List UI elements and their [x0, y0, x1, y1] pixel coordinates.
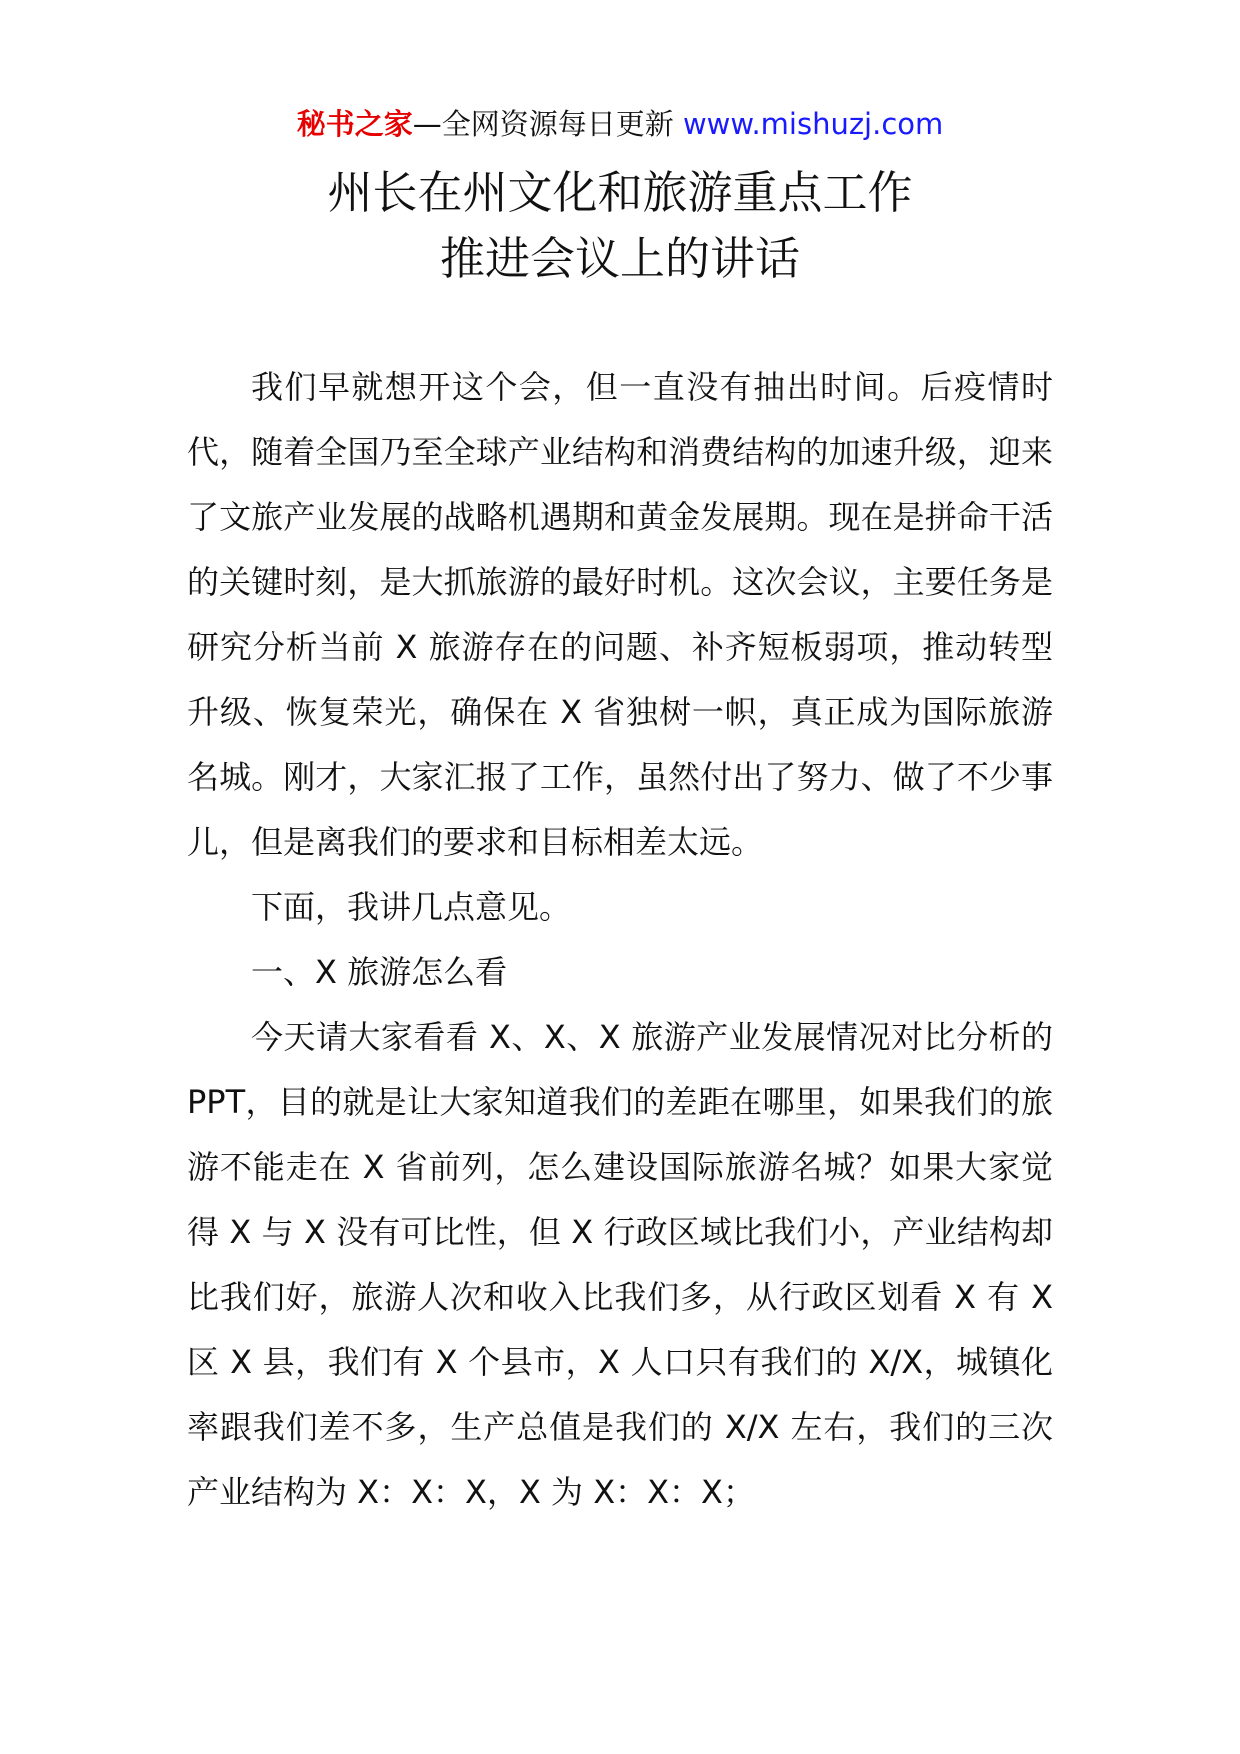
site-url-link[interactable]: www.mishuzj.com	[682, 107, 944, 141]
brand-name: 秘书之家	[296, 107, 413, 141]
title-line-1: 州长在州文化和旅游重点工作	[327, 166, 913, 219]
paragraph-intro: 我们早就想开这个会，但一直没有抽出时间。后疫情时代，随着全国乃至全球产业结构和消费结构的加速升级，迎来了文旅产业发展的战略机遇期和黄金发展期。现在是拼命干活的关键时刻，是大抓旅游的最好时机。这次会议，主要任务是研究分析当前 X 旅游存在的问题、补齐短板弱项，推动转型升级、恢复荣光，确保在 X 省独树一帜，真正成为国际旅游名城。刚才，大家汇报了工作，虽然付出了努力、做了不少事儿，但是离我们的要求和目标相差太远。	[187, 368, 1053, 861]
document-body	[187, 355, 1053, 1525]
paragraph-transition: 下面，我讲几点意见。	[251, 888, 572, 926]
document-title	[0, 160, 1240, 292]
header-tagline: —全网资源每日更新	[412, 107, 683, 141]
site-header	[0, 103, 1240, 145]
paragraph-section-1: 今天请大家看看 X、X、X 旅游产业发展情况对比分析的 PPT，目的就是让大家知道我们的差距在哪里，如果我们的旅游不能走在 X 省前列，怎么建设国际旅游名城？如果大家觉得 X 与 X 没有可比性，但 X 行政区域比我们小，产业结构却比我们好，旅游人次和收入比我们多，从行政区划看 X 有 X 区 X 县，我们有 X 个县市，X 人口只有我们的 X/X，城镇化率跟我们差不多，生产总值是我们的 X/X 左右，我们的三次产业结构为 X：X：X，X 为 X：X：X；	[187, 1018, 1053, 1511]
section-heading-1: 一、X 旅游怎么看	[251, 953, 508, 991]
title-line-2: 推进会议上的讲话	[439, 232, 800, 285]
